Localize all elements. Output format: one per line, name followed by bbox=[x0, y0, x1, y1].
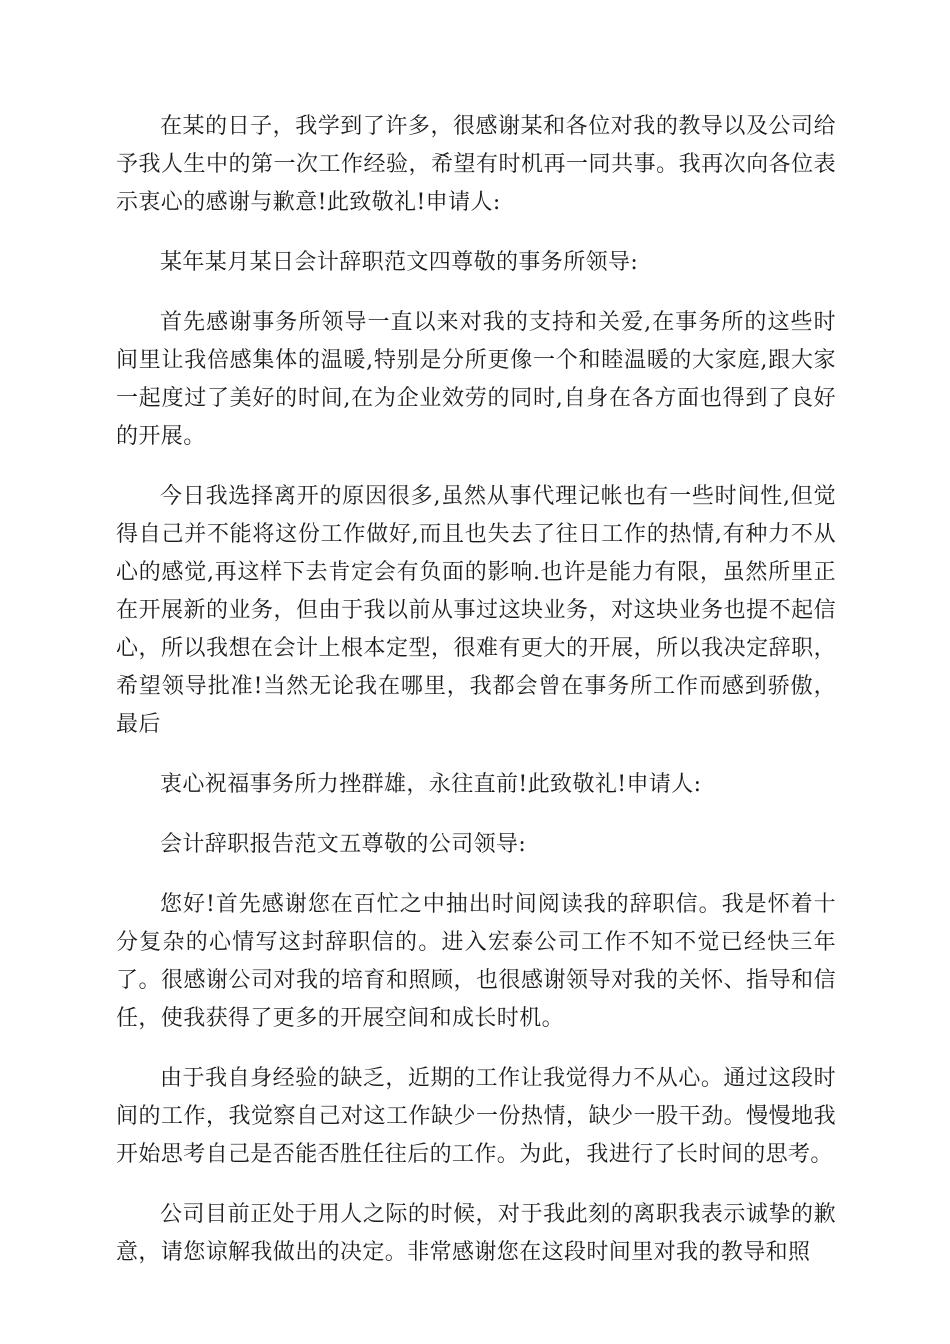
paragraph-4: 今日我选择离开的原因很多,虽然从事代理记帐也有一些时间性,但觉得自己并不能将这份工作做好,而且也失去了往日工作的热情,有种力不从心的感觉,再这样下去肯定会有负面的影响.也许是能力有限，虽然所里正在开展新的业务，但由于我以前从事过这块业务，对这块业务也提不起信心，所以我想在会计上根本定型，很难有更大的开展，所以我决定辞职，希望领导批准!当然无论我在哪里，我都会曾在事务所工作而感到骄傲，最后 bbox=[116, 484, 836, 737]
paragraph-7: 您好!首先感谢您在百忙之中抽出时间阅读我的辞职信。我是怀着十分复杂的心情写这封辞职信的。进入宏泰公司工作不知不觉已经快三年了。很感谢公司对我的培育和照顾，也很感谢领导对我的关怀、指导和信任，使我获得了更多的开展空间和成长时机。 bbox=[116, 892, 836, 1031]
document-body bbox=[116, 108, 836, 1294]
paragraph-3: 首先感谢事务所领导一直以来对我的支持和关爱,在事务所的这些时间里让我倍感集体的温暖,特别是分所更像一个和睦温暖的大家庭,跟大家一起度过了美好的时间,在为企业效劳的同时,自身在各方面也得到了良好的开展。 bbox=[116, 310, 836, 449]
paragraph-6: 会计辞职报告范文五尊敬的公司领导: bbox=[160, 832, 527, 857]
paragraph-2: 某年某月某日会计辞职范文四尊敬的事务所领导: bbox=[160, 250, 639, 275]
paragraph-9: 公司目前正处于用人之际的时候，对于我此刻的离职我表示诚挚的歉意，请您谅解我做出的决定。非常感谢您在这段时间里对我的教导和照 bbox=[116, 1202, 836, 1265]
paragraph-1: 在某的日子，我学到了许多，很感谢某和各位对我的教导以及公司给予我人生中的第一次工作经验，希望有时机再一同共事。我再次向各位表示衷心的感谢与歉意!此致敬礼!申请人: bbox=[116, 114, 836, 215]
paragraph-5: 衷心祝福事务所力挫群雄，永往直前!此致敬礼!申请人: bbox=[160, 772, 702, 797]
paragraph-8: 由于我自身经验的缺乏，近期的工作让我觉得力不从心。通过这段时间的工作，我觉察自己对这工作缺少一份热情，缺少一股干劲。慢慢地我开始思考自己是否能否胜任往后的工作。为此，我进行了长时间的思考。 bbox=[116, 1066, 836, 1167]
